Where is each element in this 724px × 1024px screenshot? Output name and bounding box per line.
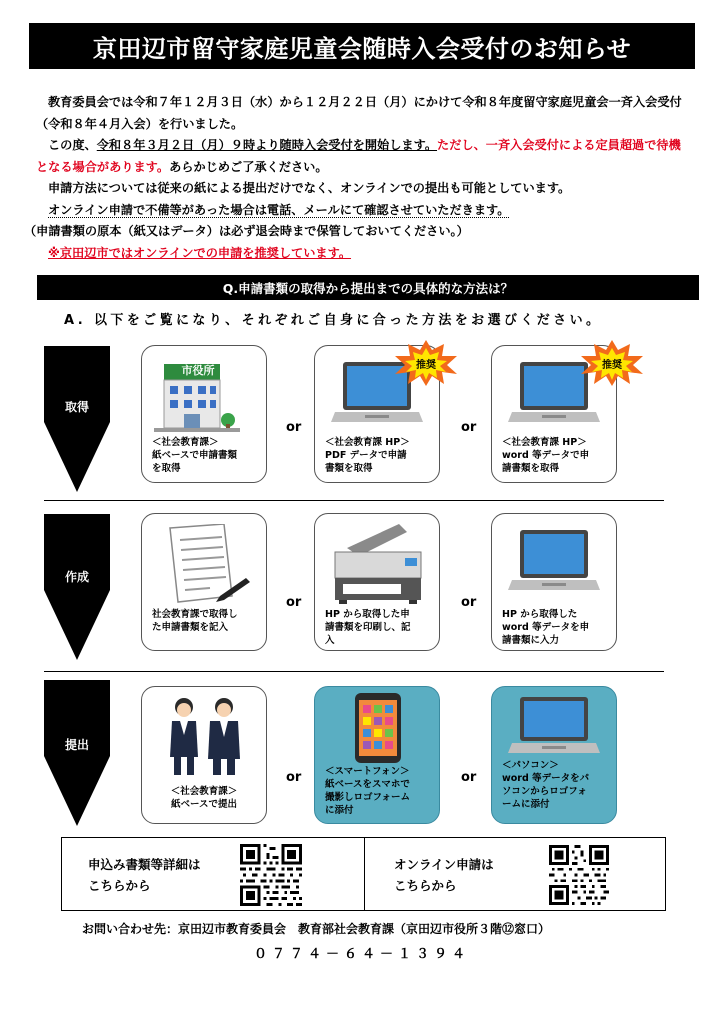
smartphone-icon — [353, 693, 403, 767]
option-line: 紙ベースで申請書類 — [152, 450, 238, 461]
qr-panel-divider — [364, 838, 365, 910]
option-line: 社会教育課で取得し — [152, 609, 238, 620]
option-card-create-handwrite — [141, 513, 267, 651]
option-line: ＜パソコン＞ — [502, 760, 559, 771]
document-pen-icon — [160, 524, 252, 610]
step-arrow-submit — [44, 680, 110, 826]
qr-code-panel — [61, 837, 666, 911]
option-line: 入 — [325, 635, 335, 646]
option-line: ＜社会教育課 HP＞ — [325, 437, 410, 448]
option-text — [502, 759, 610, 811]
option-text — [152, 608, 260, 634]
answer-text: A. 以下をご覧になり、それぞれご自身に合った方法をお選びください。 — [64, 313, 603, 328]
option-line: HP から取得した — [502, 609, 578, 620]
intro-paragraph-3: 申請方法については従来の紙による提出だけでなく、オンラインでの提出も可能としています。 — [48, 181, 571, 195]
option-card-submit-paper — [141, 686, 267, 824]
option-line: ＜社会教育課 HP＞ — [502, 437, 587, 448]
intro-paragraph-1: 教育委員会では令和７年１２月３日（水）から１２月２２日（月）にかけて令和８年度留守家庭児童会一斉入会受付（令和８年４月入会）を行いました。 — [36, 95, 682, 131]
phone-number[interactable]: ０７７４－６４－１３９４ — [253, 947, 470, 962]
city-hall-sign: 市役所 — [181, 364, 215, 377]
intro-p2-lead: この度、 — [48, 138, 97, 152]
recommend-label: 推奨 — [416, 359, 436, 371]
option-line: ＜社会教育課＞ — [152, 437, 219, 448]
question-bar: Q.申請書類の取得から提出までの具体的な方法は？ — [37, 275, 699, 300]
option-line: word 等データをパ — [502, 773, 590, 784]
option-line: ＜スマートフォン＞ — [325, 766, 410, 777]
step-arrow-obtain — [44, 346, 110, 492]
step-label-obtain: 取得 — [64, 400, 89, 414]
or-label: or — [286, 420, 302, 435]
option-line: に添付 — [325, 805, 354, 816]
option-card-create-print — [314, 513, 440, 651]
recommend-badge — [580, 340, 644, 386]
option-card-obtain-paper — [141, 345, 267, 483]
step-arrow-create — [44, 514, 110, 660]
intro-acknowledge: あらかじめご了承ください。 — [169, 159, 328, 174]
option-line: 請書類を取得 — [502, 463, 560, 474]
intro-paragraph-5: （申請書類の原本（紙又はデータ）は必ず退会時まで保管しておいてください。） — [24, 224, 469, 238]
option-line: HP から取得した申 — [325, 609, 410, 620]
option-line: word 等データを申 — [502, 622, 590, 633]
option-line: ームに添付 — [502, 799, 550, 810]
option-line: word 等データで申 — [502, 450, 590, 461]
qr-details-line2: こちらから — [88, 878, 151, 893]
intro-text — [24, 92, 686, 264]
option-line: 書類を取得 — [325, 463, 373, 474]
intro-paragraph-2 — [36, 135, 686, 178]
qr-details-caption — [88, 854, 201, 896]
option-card-create-input — [491, 513, 617, 651]
or-label: or — [461, 595, 477, 610]
qr-online-line2: こちらから — [394, 878, 457, 893]
option-text — [502, 436, 610, 475]
option-line: 紙ベースで提出 — [170, 799, 238, 810]
option-line: 撮影しロゴフォーム — [325, 792, 411, 803]
option-text — [325, 765, 433, 817]
intro-paragraph-4 — [36, 200, 686, 222]
step-label-create: 作成 — [64, 570, 89, 584]
online-application-qr-code[interactable] — [549, 845, 609, 909]
step-label-submit: 提出 — [64, 738, 89, 752]
qr-online-caption — [394, 854, 494, 896]
option-text — [146, 785, 262, 811]
or-label: or — [286, 595, 302, 610]
recommend-label: 推奨 — [602, 359, 622, 371]
intro-start-date: 令和８年３月２日（月）９時より随時入会受付を開始します。 — [96, 138, 438, 152]
option-line: た申請書類を記入 — [152, 622, 229, 633]
laptop-icon — [508, 695, 600, 765]
details-qr-code[interactable] — [240, 844, 302, 910]
option-text — [325, 436, 433, 475]
option-card-submit-pc — [491, 686, 617, 824]
laptop-icon — [508, 528, 600, 604]
option-card-submit-smartphone — [314, 686, 440, 824]
option-line: ソコンからロゴフォ — [502, 786, 587, 797]
step-divider — [44, 671, 664, 672]
or-label: or — [286, 770, 302, 785]
intro-paragraph-4-text: オンライン申請で不備等があった場合は電話、メールにて確認させていただきます。 — [48, 202, 510, 217]
qr-online-line1: オンライン申請は — [394, 857, 494, 872]
option-line: 請書類を印刷し、記 — [325, 622, 411, 633]
recommend-badge — [394, 340, 458, 386]
intro-waitlist-note: ただし、一斉入会受付による定員超過で待機となる場合があります。 — [36, 138, 681, 174]
contact-info: お問い合わせ先：京田辺市教育委員会 教育部社会教育課（京田辺市役所３階⑫窓口） — [82, 922, 551, 936]
option-line: 請書類に入力 — [502, 635, 560, 646]
online-recommend-note: ※京田辺市ではオンラインでの申請を推奨しています。 — [48, 245, 352, 260]
or-label: or — [461, 420, 477, 435]
page-title: 京田辺市留守家庭児童会随時入会受付のお知らせ — [29, 23, 695, 69]
option-line: を取得 — [152, 463, 181, 474]
option-text — [152, 436, 260, 475]
option-line: PDF データで申請 — [325, 450, 407, 461]
intro-paragraph-6 — [36, 243, 686, 265]
option-text — [325, 608, 433, 647]
qr-details-line1: 申込み書類等詳細は — [88, 857, 201, 872]
option-text — [502, 608, 610, 647]
or-label: or — [461, 770, 477, 785]
option-line: ＜社会教育課＞ — [170, 786, 238, 797]
staff-icon — [160, 695, 250, 783]
printer-icon — [329, 522, 427, 612]
option-line: 紙ベースをスマホで — [325, 779, 410, 790]
step-divider — [44, 500, 664, 501]
